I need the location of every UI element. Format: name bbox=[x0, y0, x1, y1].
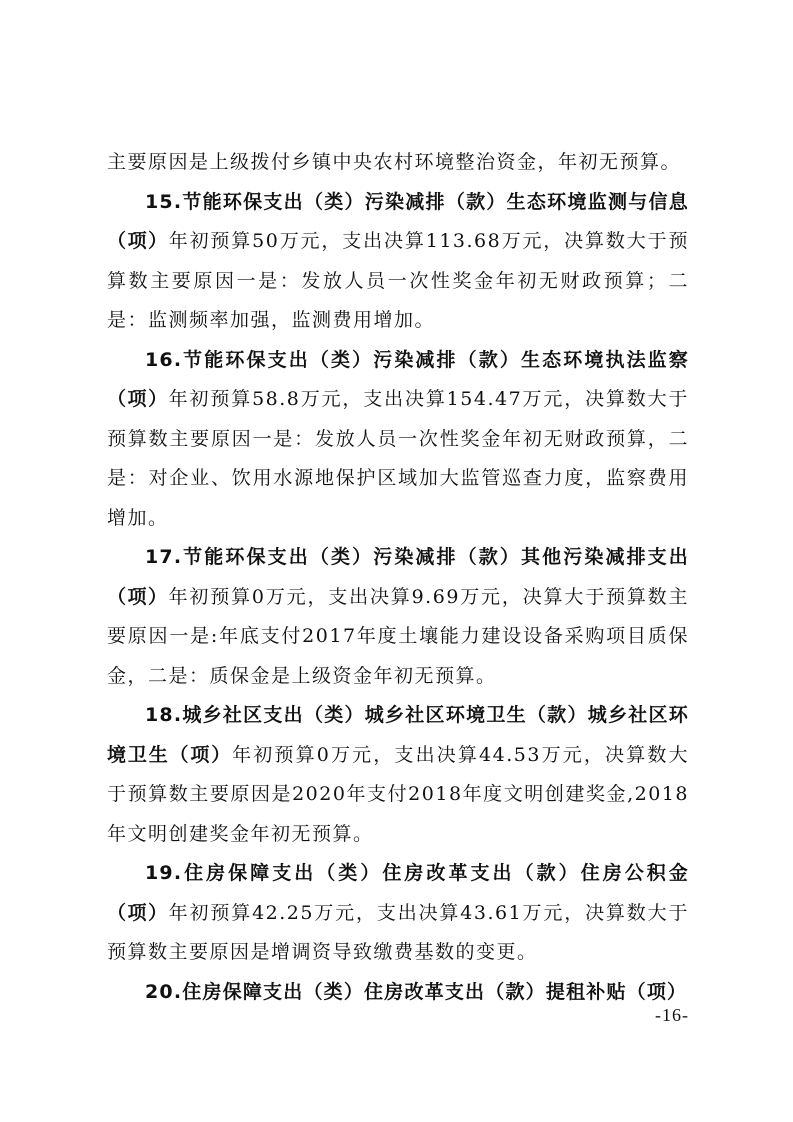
paragraph-text: 年初预算50万元，支出决算113.68万元，决算数大于预算数主要原因一是：发放人员一次性奖金年初无财政预算；二是：监测频率加强，监测费用增加。 bbox=[107, 230, 689, 331]
page-number: -16- bbox=[655, 1005, 689, 1025]
paragraph-19 bbox=[107, 854, 689, 973]
paragraph-17 bbox=[107, 538, 689, 696]
paragraph-text: 主要原因是上级拨付乡镇中央农村环境整治资金，年初无预算。 bbox=[107, 151, 682, 173]
paragraph-heading: 18.城乡社区支出（类）城乡社区环境卫生（款）城乡社区环境卫生（项） bbox=[107, 704, 689, 766]
paragraph-18 bbox=[107, 696, 689, 854]
paragraph-15 bbox=[107, 183, 689, 341]
paragraph-16 bbox=[107, 341, 689, 539]
paragraph-text: 年初预算58.8万元，支出决算154.47万元，决算数大于预算数主要原因一是：发放人员一次性奖金年初无财政预算，二是：对企业、饮用水源地保护区域加大监管巡查力度，监察费用增加。 bbox=[107, 388, 689, 529]
paragraph-heading: 16.节能环保支出（类）污染减排（款）生态环境执法监察（项） bbox=[107, 348, 689, 410]
paragraph-text: 年初预算0万元，支出决算44.53万元，决算数大于预算数主要原因是2020年支付2018年度文明创建奖金,2018年文明创建奖金年初无预算。 bbox=[107, 743, 690, 845]
paragraph-heading: 19.住房保障支出（类）住房改革支出（款）住房公积金（项） bbox=[107, 862, 689, 924]
paragraph-text: 年初预算42.25万元，支出决算43.61万元，决算数大于预算数主要原因是增调资导致缴费基数的变更。 bbox=[107, 901, 689, 963]
paragraph-0 bbox=[107, 143, 689, 183]
paragraph-heading: 20.住房保障支出（类）住房改革支出（款）提租补贴（项） bbox=[145, 980, 688, 1003]
paragraph-20 bbox=[107, 973, 689, 1013]
paragraph-heading: 15.节能环保支出（类）污染减排（款）生态环境监测与信息（项） bbox=[107, 190, 689, 252]
document-body bbox=[107, 143, 689, 1012]
paragraph-text: 年初预算0万元，支出决算9.69万元，决算大于预算数主要原因一是:年底支付2017年度土壤能力建设设备采购项目质保金，二是：质保金是上级资金年初无预算。 bbox=[107, 585, 689, 687]
paragraph-heading: 17.节能环保支出（类）污染减排（款）其他污染减排支出（项） bbox=[107, 546, 689, 608]
